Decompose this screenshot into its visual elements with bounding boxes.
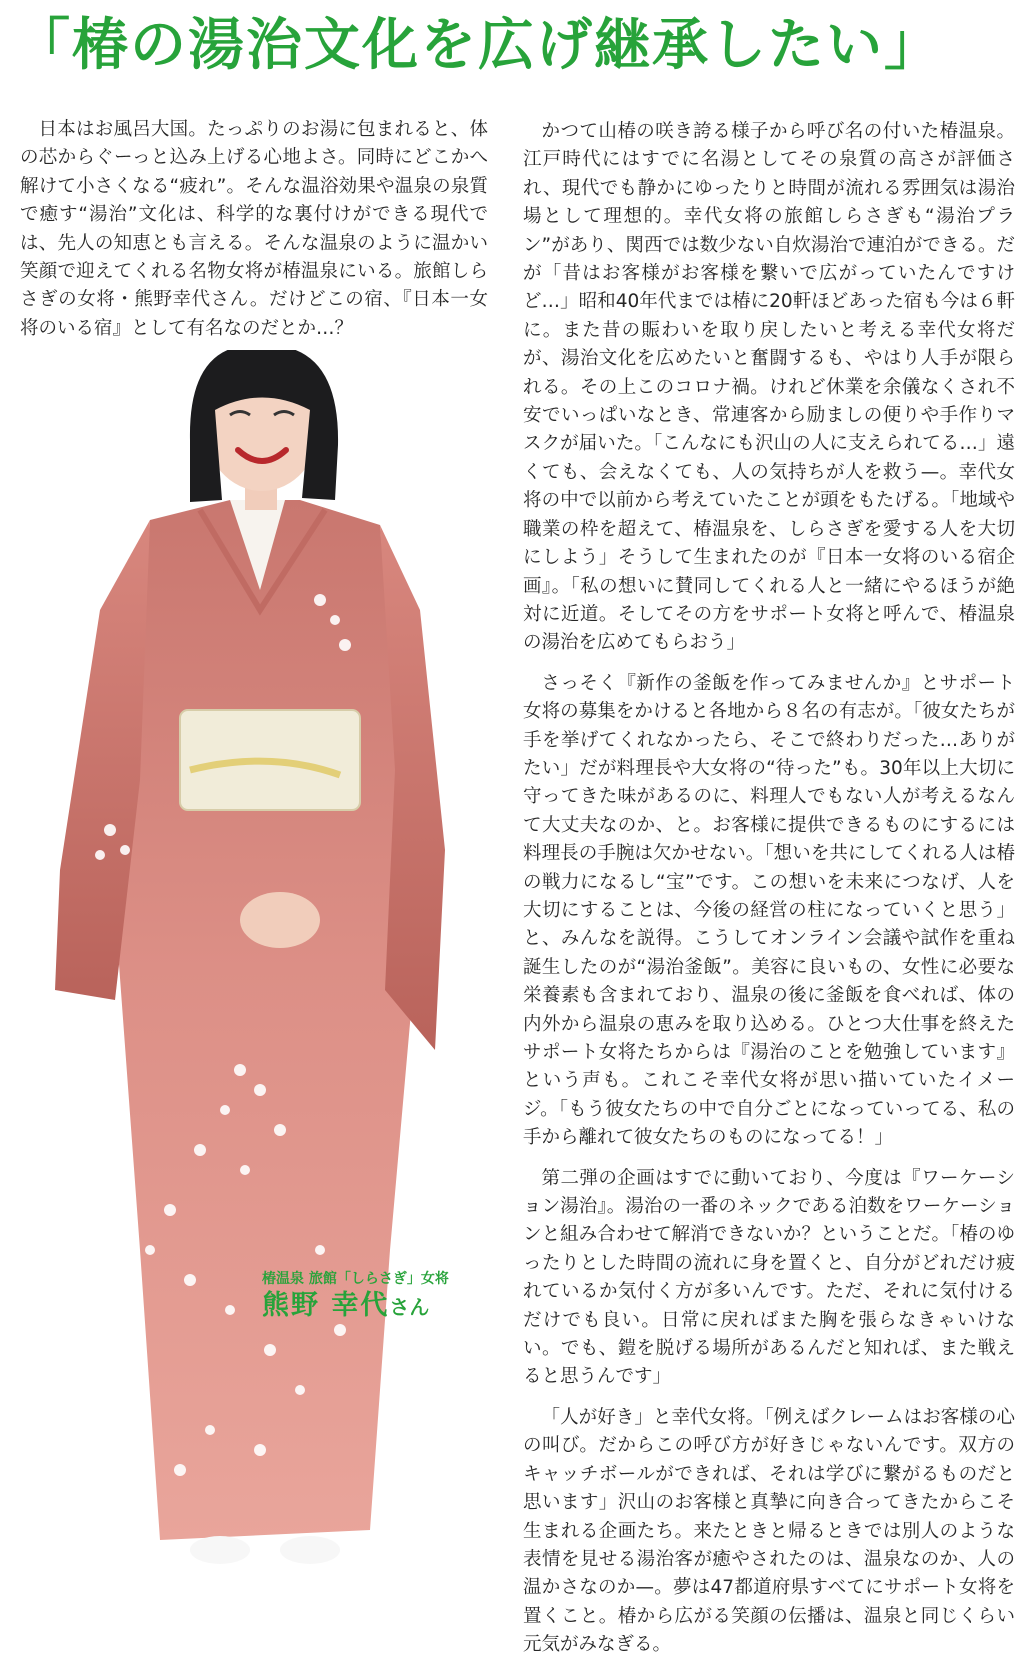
- right-column: [523, 118, 1015, 1672]
- caption-name-text: 熊野 幸代: [262, 1290, 390, 1321]
- left-column: [20, 116, 488, 355]
- photo-caption: [262, 1270, 449, 1325]
- paragraph: かつて山椿の咲き誇る様子から呼び名の付いた椿温泉。江戸時代にはすでに名湯としてその泉質の高さが評価され、現代でも静かにゆったりと時間が流れる雰囲気は湯治場として理想的。幸代女将の旅館しらさぎも“湯治プラン”があり、関西では数少ない自炊湯治で連泊ができる。だが「昔はお客様がお客様を繋いで広がっていたんですけど…」昭和40年代までは椿に20軒ほどあった宿も今は６軒に。また昔の賑わいを取り戻したいと考える幸代女将だが、湯治文化を広めたいと奮闘するも、やはり人手が限られる。その上このコロナ禍。けれど休業を余儀なくされ不安でいっぱいなとき、常連客から励ましの便りや手作りマスクが届いた。「こんなにも沢山の人に支えられてる…」遠くても、会えなくても、人の気持ちが人を救う—。幸代女将の中で以前から考えていたことが頭をもたげる。「地域や職業の枠を超えて、椿温泉を、しらさぎを愛する人を大切にしよう」そうして生まれたのが『日本一女将のいる宿企画』。「私の想いに賛同してくれる人と一緒にやるほうが絶対に近道。そしてその方をサポート女将と呼んで、椿温泉の湯治を広めてもらおう」: [523, 121, 1015, 654]
- caption-name-suffix: さん: [389, 1295, 430, 1319]
- paragraph: さっそく『新作の釜飯を作ってみませんか』とサポート女将の募集をかけると各地から８名の有志が。「彼女たちが手を挙げてくれなかったら、そこで終わりだった…ありがたい」だが料理長や大女将の“待った”も。30年以上大切に守ってきた味があるのに、料理人でもない人が考えるなんて大丈夫なのか、と。お客様に提供できるものにするには料理長の手腕は欠かせない。「想いを共にしてくれる人は椿の戦力になるし“宝”です。この想いを未来につなげ、人を大切にすることは、今後の経営の柱になっていくと思う」と、みんなを説得。こうしてオンライン会議や試作を重ね誕生したのが“湯治釜飯”。美容に良いもの、女性に必要な栄養素も含まれており、温泉の後に釜飯を食べれば、体の内外から温泉の恵みを取り込める。ひとつ大仕事を終えたサポート女将たちからは『湯治のことを勉強しています』という声も。これこそ幸代女将が思い描いていたイメージ。「もう彼女たちの中で自分ごとになっていってる、私の手から離れて彼女たちのものになってる！」: [523, 672, 1015, 1149]
- paragraph: 日本はお風呂大国。たっぷりのお湯に包まれると、体の芯からぐーっと込み上げる心地よさ。同時にどこかへ解けて小さくなる“疲れ”。そんな温浴効果や温泉の泉質で癒す“湯治”文化は、科学的な裏付けができる現代では、先人の知恵とも言える。そんな温泉のように温かい笑顔で迎えてくれる名物女将が椿温泉にいる。旅館しらさぎの女将・熊野幸代さん。だけどこの宿、『日本一女将のいる宿』として有名なのだとか…？: [20, 119, 488, 339]
- paragraph: 「人が好き」と幸代女将。「例えばクレームはお客様の心の叫び。だからこの呼び方が好きじゃないんです。双方のキャッチボールができれば、それは学びに繋がるものだと思います」沢山のお客様と真摯に向き合ってきたからこそ生まれる企画たち。来たときと帰るときでは別人のような表情を見せる湯治客が癒やされたのは、温泉なのか、人の温かさなのか—。夢は47都道府県すべてにサポート女将を置くこと。椿から広がる笑顔の伝播は、温泉と同じくらい元気がみなぎる。: [523, 1406, 1015, 1656]
- paragraph: 第二弾の企画はすでに動いており、今度は『ワーケーション湯治』。湯治の一番のネックである泊数をワーケーションと組み合わせて解消できないか？ということだ。「椿のゆったりとした時間の流れに身を置くと、自分がどれだけ疲れているか気付く方が多いんです。ただ、それに気付けるだけでも良い。日常に戻ればまた胸を張らなきゃいけない。でも、鎧を脱げる場所があるんだと知れば、また戦えると思うんです」: [523, 1167, 1015, 1388]
- caption-name: [262, 1288, 449, 1325]
- portrait-photo: [40, 350, 480, 1660]
- caption-role: 椿温泉 旅館「しらさぎ」女将: [262, 1271, 449, 1287]
- headline: 「椿の湯治文化を広げ継承したい」: [14, 13, 942, 78]
